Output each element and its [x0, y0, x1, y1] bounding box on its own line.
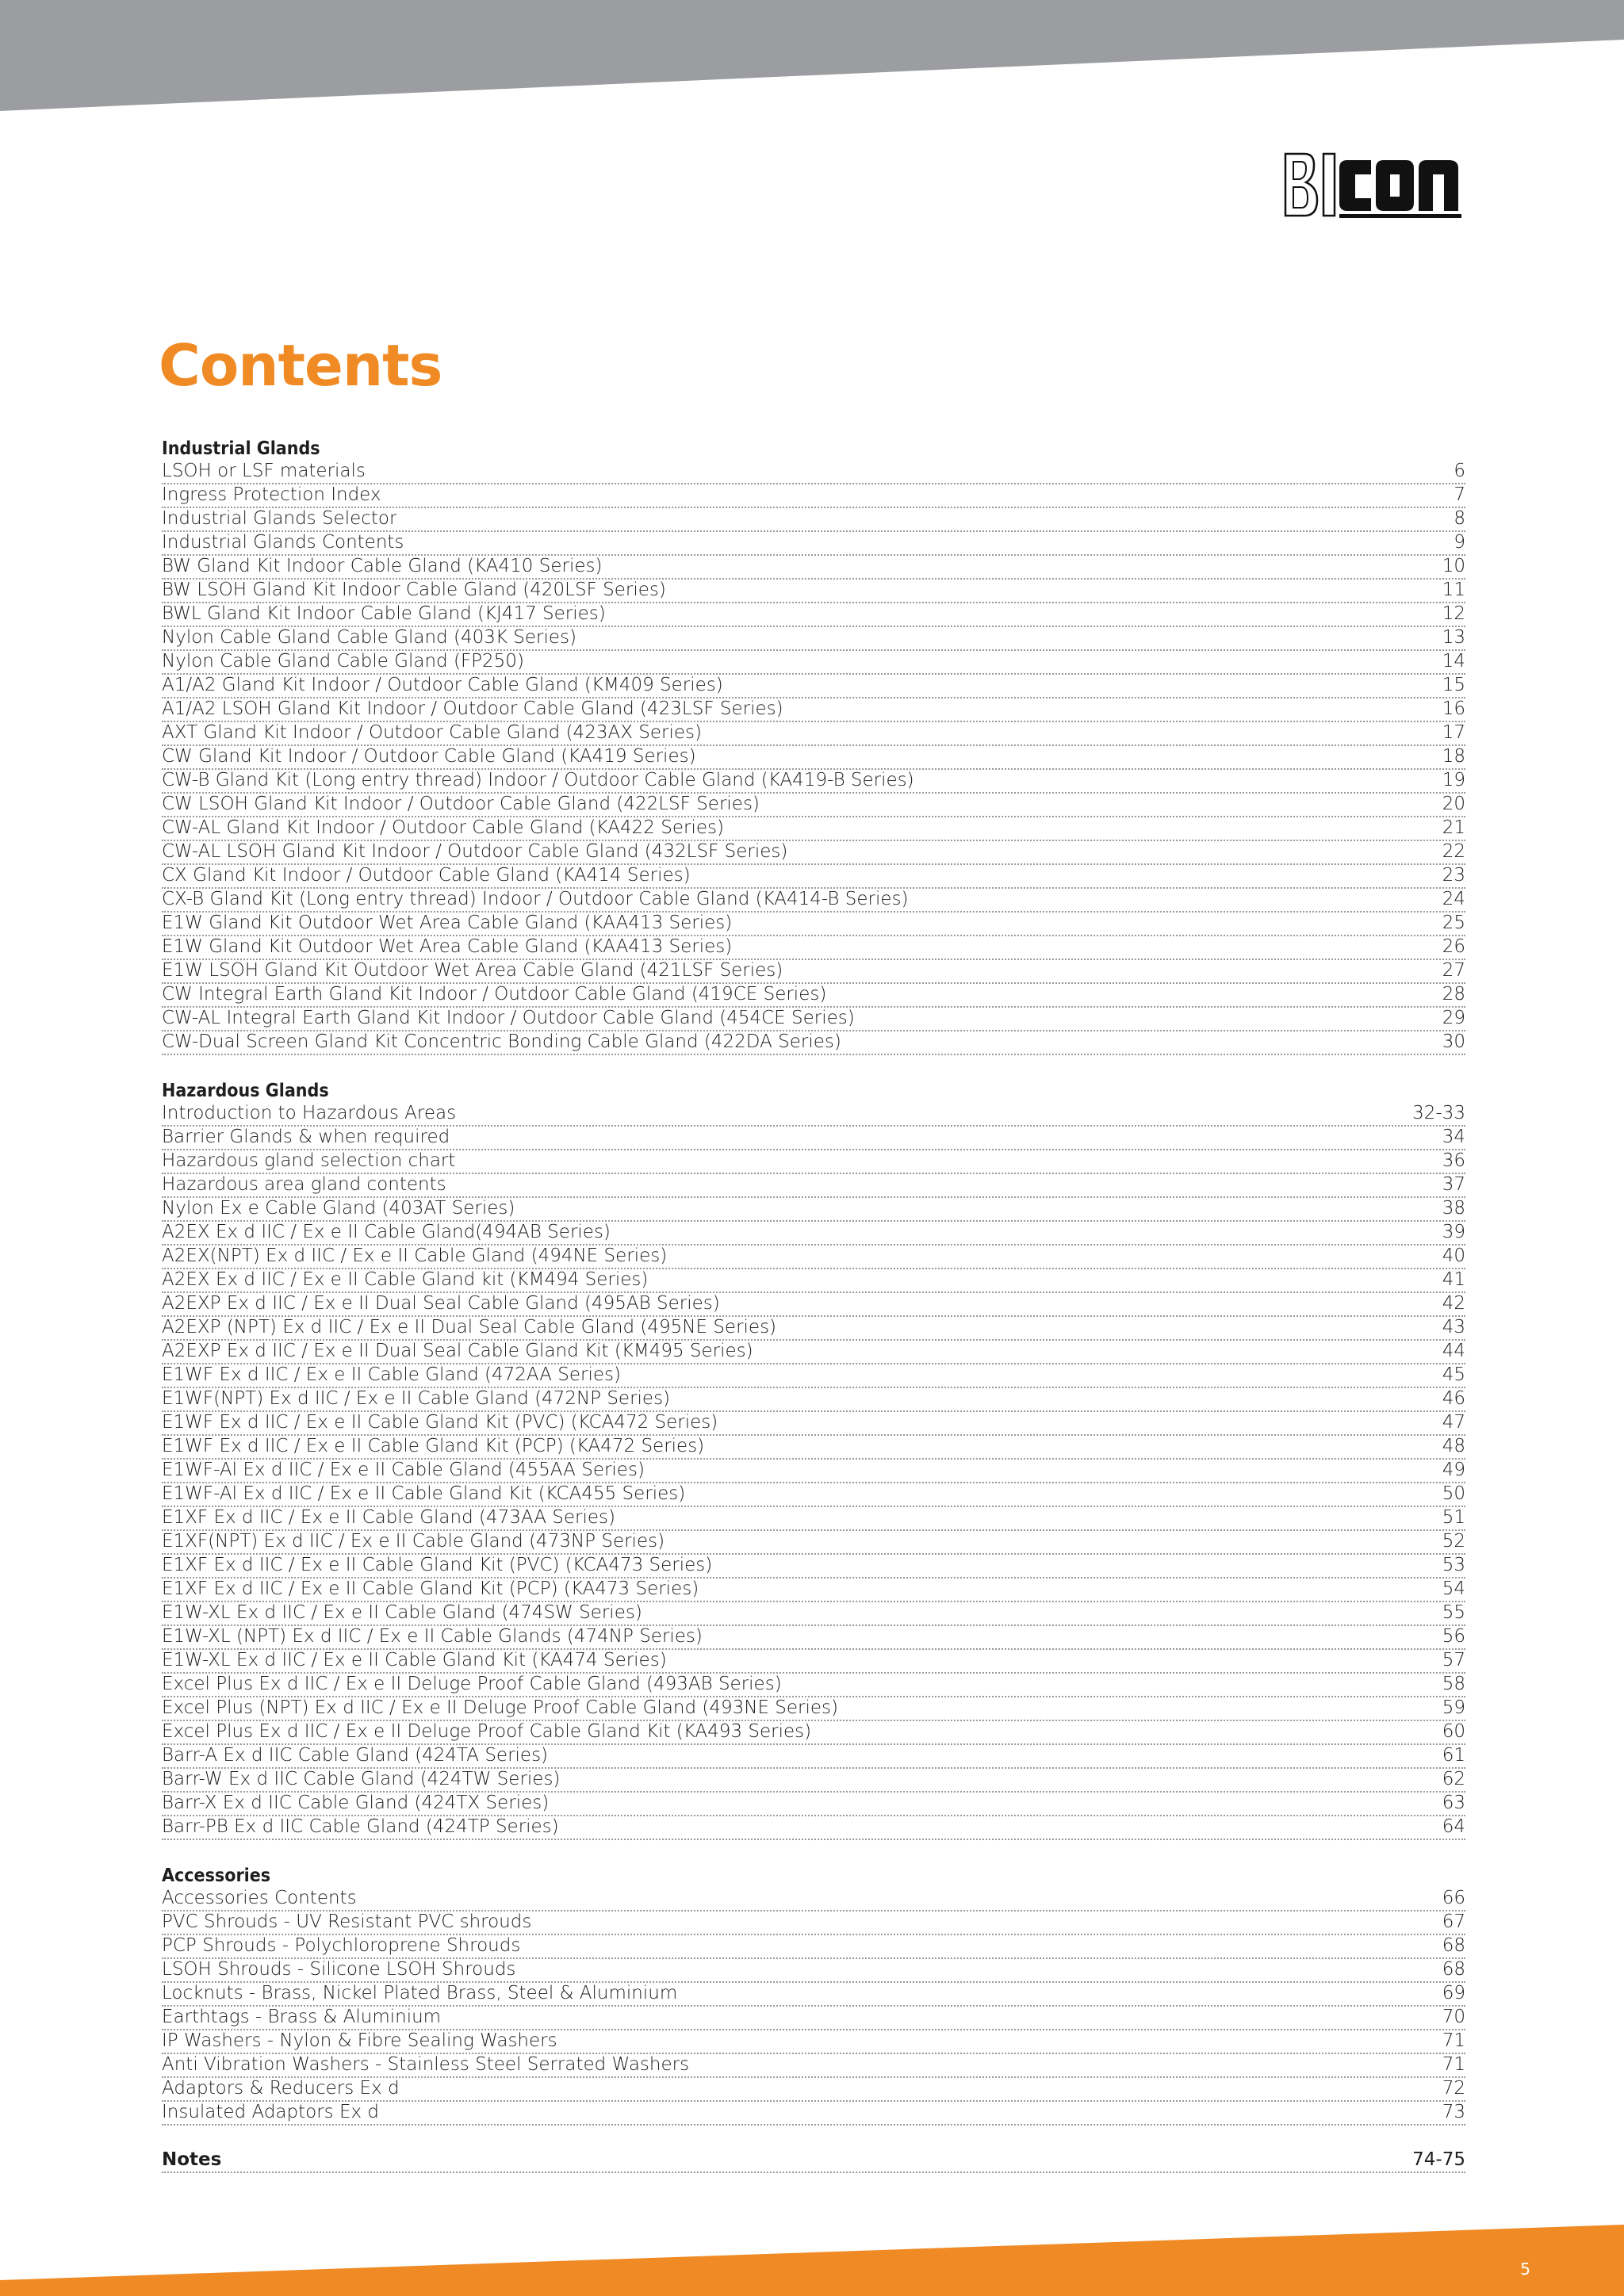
toc-entry-page: 48: [1442, 1436, 1465, 1456]
toc-entry-page: 71: [1442, 2054, 1465, 2075]
toc-entry-page: 10: [1442, 556, 1465, 576]
toc-entry-label: E1WF Ex d IIC / Ex e II Cable Gland Kit (PCP) (KA472 Series): [162, 1436, 705, 1456]
toc-entry-label: Hazardous gland selection chart: [162, 1150, 456, 1171]
toc-entry-page: 73: [1442, 2102, 1465, 2122]
toc-entry-page: 14: [1442, 651, 1465, 672]
toc-entry[interactable]: [162, 1198, 1465, 1222]
section-gap: [162, 1055, 1465, 1079]
toc-entry-label: Hazardous area gland contents: [162, 1174, 446, 1195]
toc-entry-label: IP Washers - Nylon & Fibre Sealing Washers: [162, 2030, 557, 2051]
toc-entry-label: E1WF-Al Ex d IIC / Ex e II Cable Gland (455AA Series): [162, 1460, 645, 1480]
toc-entry-label: CW-B Gland Kit (Long entry thread) Indoor / Outdoor Cable Gland (KA419-B Series): [162, 770, 914, 790]
toc-entry-page: 71: [1442, 2030, 1465, 2051]
toc-entry-label: CW-AL Gland Kit Indoor / Outdoor Cable Gland (KA422 Series): [162, 817, 724, 838]
table-of-contents: [162, 437, 1465, 2173]
toc-entry-page: 27: [1442, 960, 1465, 981]
toc-entry-page: 41: [1442, 1269, 1465, 1290]
toc-entry[interactable]: [162, 603, 1465, 627]
toc-entry-page: 19: [1442, 770, 1465, 790]
toc-entry-page: 52: [1442, 1531, 1465, 1552]
toc-entry-label: A2EXP (NPT) Ex d IIC / Ex e II Dual Seal Cable Gland (495NE Series): [162, 1317, 777, 1337]
toc-entry-page: 60: [1442, 1721, 1465, 1742]
toc-entry-label: Anti Vibration Washers - Stainless Steel Serrated Washers: [162, 2054, 690, 2075]
toc-entry[interactable]: [162, 556, 1465, 580]
toc-entry[interactable]: [162, 1127, 1465, 1150]
toc-entry-page: 61: [1442, 1745, 1465, 1766]
toc-entry-page: 8: [1454, 508, 1465, 529]
toc-entry-page: 53: [1442, 1555, 1465, 1575]
toc-entry-page: 62: [1442, 1769, 1465, 1789]
section-gap: [162, 1840, 1465, 1864]
toc-entry-page: 69: [1442, 1983, 1465, 2003]
toc-entry[interactable]: [162, 1555, 1465, 1578]
toc-entry-page: 72: [1442, 2078, 1465, 2099]
toc-entry-page: 28: [1442, 984, 1465, 1004]
toc-entry-page: 7: [1454, 484, 1465, 505]
toc-entry[interactable]: [162, 770, 1465, 794]
toc-entry[interactable]: [162, 746, 1465, 770]
toc-entry-page: 29: [1442, 1008, 1465, 1028]
toc-entry-page: 38: [1442, 1198, 1465, 1219]
toc-entry-label: E1W Gland Kit Outdoor Wet Area Cable Gland (KAA413 Series): [162, 913, 733, 933]
toc-entry-page: 11: [1442, 580, 1465, 600]
toc-entry-page: 32-33: [1412, 1103, 1465, 1123]
toc-entry-label: E1W-XL Ex d IIC / Ex e II Cable Gland (474SW Series): [162, 1602, 642, 1623]
toc-entry-page: 47: [1442, 1412, 1465, 1433]
toc-entry[interactable]: [162, 1626, 1465, 1650]
toc-entry[interactable]: [162, 1174, 1465, 1198]
toc-entry[interactable]: [162, 1412, 1465, 1436]
toc-entry-label: Excel Plus Ex d IIC / Ex e II Deluge Proof Cable Gland Kit (KA493 Series): [162, 1721, 812, 1742]
toc-entry-label: BW LSOH Gland Kit Indoor Cable Gland (420LSF Series): [162, 580, 666, 600]
notes-label: Notes: [162, 2149, 222, 2170]
toc-entry[interactable]: [162, 1341, 1465, 1364]
toc-entry-page: 55: [1442, 1602, 1465, 1623]
toc-entry[interactable]: [162, 627, 1465, 651]
toc-entry[interactable]: [162, 2078, 1465, 2102]
toc-entry[interactable]: [162, 1888, 1465, 1911]
toc-entry-page: 22: [1442, 841, 1465, 862]
toc-entry-label: LSOH Shrouds - Silicone LSOH Shrouds: [162, 1959, 516, 1980]
toc-entry[interactable]: [162, 817, 1465, 841]
toc-entry[interactable]: [162, 1150, 1465, 1174]
toc-entry-label: Nylon Ex e Cable Gland (403AT Series): [162, 1198, 515, 1219]
toc-entry-page: 44: [1442, 1341, 1465, 1361]
toc-entry-page: 57: [1442, 1650, 1465, 1670]
toc-entry[interactable]: [162, 1222, 1465, 1246]
toc-entry[interactable]: [162, 1008, 1465, 1031]
toc-entry-page: 17: [1442, 722, 1465, 743]
toc-entry-label: Introduction to Hazardous Areas: [162, 1103, 457, 1123]
toc-entry-label: A2EXP Ex d IIC / Ex e II Dual Seal Cable Gland (495AB Series): [162, 1293, 720, 1314]
toc-entry-label: Barr-PB Ex d IIC Cable Gland (424TP Series): [162, 1816, 559, 1837]
toc-entry[interactable]: [162, 1246, 1465, 1269]
toc-entry-page: 40: [1442, 1246, 1465, 1266]
toc-entry-page: 68: [1442, 1959, 1465, 1980]
toc-entry-label: E1WF Ex d IIC / Ex e II Cable Gland Kit (PVC) (KCA472 Series): [162, 1412, 718, 1433]
toc-entry-label: E1WF(NPT) Ex d IIC / Ex e II Cable Gland (472NP Series): [162, 1388, 671, 1409]
toc-entry-label: BW Gland Kit Indoor Cable Gland (KA410 Series): [162, 556, 603, 576]
toc-entry-label: CW Integral Earth Gland Kit Indoor / Outdoor Cable Gland (419CE Series): [162, 984, 827, 1004]
toc-entry-page: 20: [1442, 794, 1465, 814]
toc-entry[interactable]: [162, 1364, 1465, 1388]
toc-entry-label: E1WF Ex d IIC / Ex e II Cable Gland (472AA Series): [162, 1364, 621, 1385]
toc-entry-label: AXT Gland Kit Indoor / Outdoor Cable Gland (423AX Series): [162, 722, 702, 743]
toc-entry[interactable]: [162, 580, 1465, 603]
toc-entry-page: 43: [1442, 1317, 1465, 1337]
toc-entry-page: 68: [1442, 1935, 1465, 1956]
toc-entry-page: 54: [1442, 1578, 1465, 1599]
toc-entry-page: 13: [1442, 627, 1465, 648]
toc-entry[interactable]: [162, 1031, 1465, 1055]
toc-entry-page: 58: [1442, 1674, 1465, 1694]
toc-entry-page: 64: [1442, 1816, 1465, 1837]
toc-entry-page: 25: [1442, 913, 1465, 933]
toc-entry-label: Industrial Glands Contents: [162, 532, 404, 553]
toc-entry[interactable]: [162, 1578, 1465, 1602]
toc-entry-label: PVC Shrouds - UV Resistant PVC shrouds: [162, 1911, 532, 1932]
toc-entry-label: E1XF Ex d IIC / Ex e II Cable Gland Kit (PVC) (KCA473 Series): [162, 1555, 713, 1575]
toc-entry-label: Ingress Protection Index: [162, 484, 381, 505]
toc-entry[interactable]: [162, 1436, 1465, 1460]
toc-entry-label: Barrier Glands & when required: [162, 1127, 450, 1147]
toc-entry-page: 42: [1442, 1293, 1465, 1314]
toc-entry-page: 34: [1442, 1127, 1465, 1147]
toc-entry[interactable]: [162, 841, 1465, 865]
toc-entry-label: E1W-XL Ex d IIC / Ex e II Cable Gland Kit (KA474 Series): [162, 1650, 667, 1670]
toc-entry-label: Earthtags - Brass & Aluminium: [162, 2007, 442, 2027]
toc-entry[interactable]: [162, 794, 1465, 817]
toc-entry-page: 70: [1442, 2007, 1465, 2027]
toc-entry[interactable]: [162, 484, 1465, 508]
toc-entry[interactable]: [162, 1911, 1465, 1935]
toc-entry[interactable]: [162, 1983, 1465, 2007]
toc-entry[interactable]: [162, 461, 1465, 484]
toc-entry-label: CW Gland Kit Indoor / Outdoor Cable Gland (KA419 Series): [162, 746, 696, 767]
toc-entry[interactable]: [162, 2007, 1465, 2030]
bicon-logo: [1282, 151, 1465, 219]
toc-entry[interactable]: [162, 1816, 1465, 1840]
toc-entry-label: CX-B Gland Kit (Long entry thread) Indoor / Outdoor Cable Gland (KA414-B Series): [162, 889, 909, 909]
toc-entry-page: 26: [1442, 936, 1465, 957]
toc-entry[interactable]: [162, 1317, 1465, 1341]
toc-entry-label: PCP Shrouds - Polychloroprene Shrouds: [162, 1935, 521, 1956]
toc-entry-page: 49: [1442, 1460, 1465, 1480]
toc-entry-label: Locknuts - Brass, Nickel Plated Brass, Steel & Aluminium: [162, 1983, 678, 2003]
toc-entry-label: CW-AL LSOH Gland Kit Indoor / Outdoor Cable Gland (432LSF Series): [162, 841, 788, 862]
toc-entry-page: 37: [1442, 1174, 1465, 1195]
toc-entry[interactable]: [162, 960, 1465, 984]
toc-entry[interactable]: [162, 2054, 1465, 2078]
toc-entry[interactable]: [162, 1483, 1465, 1507]
toc-entry[interactable]: [162, 1602, 1465, 1626]
toc-entry-label: A2EX Ex d IIC / Ex e II Cable Gland kit (KM494 Series): [162, 1269, 649, 1290]
toc-entry-label: A1/A2 LSOH Gland Kit Indoor / Outdoor Cable Gland (423LSF Series): [162, 698, 783, 719]
toc-entry-page: 67: [1442, 1911, 1465, 1932]
toc-entry[interactable]: [162, 1269, 1465, 1293]
toc-entry-page: 36: [1442, 1150, 1465, 1171]
top-gray-band: [0, 0, 1624, 115]
toc-entry-page: 18: [1442, 746, 1465, 767]
toc-entry-page: 45: [1442, 1364, 1465, 1385]
toc-entry[interactable]: [162, 698, 1465, 722]
toc-entry-label: Excel Plus Ex d IIC / Ex e II Deluge Proof Cable Gland (493AB Series): [162, 1674, 782, 1694]
toc-entry-page: 39: [1442, 1222, 1465, 1242]
toc-entry-label: Barr-A Ex d IIC Cable Gland (424TA Series): [162, 1745, 549, 1766]
toc-entry-label: CW-AL Integral Earth Gland Kit Indoor / Outdoor Cable Gland (454CE Series): [162, 1008, 855, 1028]
toc-entry[interactable]: [162, 984, 1465, 1008]
toc-entry-page: 63: [1442, 1793, 1465, 1813]
toc-entry[interactable]: [162, 1793, 1465, 1816]
toc-entry-label: Barr-W Ex d IIC Cable Gland (424TW Series): [162, 1769, 561, 1789]
toc-entry-page: 24: [1442, 889, 1465, 909]
toc-entry-label: A2EX(NPT) Ex d IIC / Ex e II Cable Gland (494NE Series): [162, 1246, 668, 1266]
toc-entry-label: Industrial Glands Selector: [162, 508, 397, 529]
toc-entry-page: 6: [1454, 461, 1465, 481]
toc-entry[interactable]: [162, 1674, 1465, 1697]
toc-entry-notes[interactable]: [162, 2149, 1465, 2173]
toc-entry-page: 56: [1442, 1626, 1465, 1647]
toc-entry-label: Excel Plus (NPT) Ex d IIC / Ex e II Deluge Proof Cable Gland (493NE Series): [162, 1697, 838, 1718]
toc-entry-page: 12: [1442, 603, 1465, 624]
toc-entry-page: 59: [1442, 1697, 1465, 1718]
toc-entry[interactable]: [162, 1531, 1465, 1555]
notes-page: 74-75: [1412, 2149, 1465, 2170]
section-heading: Industrial Glands: [162, 438, 320, 459]
toc-entry-label: BWL Gland Kit Indoor Cable Gland (KJ417 Series): [162, 603, 606, 624]
toc-entry-label: Insulated Adaptors Ex d: [162, 2102, 380, 2122]
toc-entry-page: 9: [1454, 532, 1465, 553]
toc-entry-label: E1XF Ex d IIC / Ex e II Cable Gland (473AA Series): [162, 1507, 616, 1528]
section-gap: [162, 2126, 1465, 2149]
toc-entry-page: 15: [1442, 675, 1465, 695]
toc-entry-label: Barr-X Ex d IIC Cable Gland (424TX Series): [162, 1793, 550, 1813]
toc-entry-label: LSOH or LSF materials: [162, 461, 366, 481]
toc-entry[interactable]: [162, 1745, 1465, 1769]
toc-entry[interactable]: [162, 913, 1465, 936]
toc-entry[interactable]: [162, 889, 1465, 913]
toc-entry-page: 30: [1442, 1031, 1465, 1052]
bottom-orange-band: [0, 2225, 1624, 2296]
toc-entry-label: A2EX Ex d IIC / Ex e II Cable Gland(494AB Series): [162, 1222, 611, 1242]
toc-entry-page: 50: [1442, 1483, 1465, 1504]
toc-entry-page: 16: [1442, 698, 1465, 719]
toc-entry-label: E1XF(NPT) Ex d IIC / Ex e II Cable Gland (473NP Series): [162, 1531, 665, 1552]
toc-entry[interactable]: [162, 1460, 1465, 1483]
toc-entry-label: CW LSOH Gland Kit Indoor / Outdoor Cable Gland (422LSF Series): [162, 794, 760, 814]
toc-entry-label: A1/A2 Gland Kit Indoor / Outdoor Cable Gland (KM409 Series): [162, 675, 723, 695]
toc-entry-label: Nylon Cable Gland Cable Gland (FP250): [162, 651, 524, 672]
toc-entry[interactable]: [162, 508, 1465, 532]
page-number: 5: [1520, 2260, 1530, 2279]
toc-entry[interactable]: [162, 1293, 1465, 1317]
toc-entry-label: E1XF Ex d IIC / Ex e II Cable Gland Kit (PCP) (KA473 Series): [162, 1578, 699, 1599]
toc-entry[interactable]: [162, 1650, 1465, 1674]
toc-entry[interactable]: [162, 1769, 1465, 1793]
toc-entry[interactable]: [162, 722, 1465, 746]
toc-entry[interactable]: [162, 651, 1465, 675]
toc-entry-label: E1W LSOH Gland Kit Outdoor Wet Area Cable Gland (421LSF Series): [162, 960, 783, 981]
toc-entry-label: Nylon Cable Gland Cable Gland (403K Series): [162, 627, 576, 648]
section-heading: Accessories: [162, 1866, 271, 1886]
toc-entry[interactable]: [162, 2030, 1465, 2054]
toc-entry[interactable]: [162, 1507, 1465, 1531]
toc-entry[interactable]: [162, 1721, 1465, 1745]
toc-entry-page: 66: [1442, 1888, 1465, 1908]
toc-entry-label: CW-Dual Screen Gland Kit Concentric Bonding Cable Gland (422DA Series): [162, 1031, 841, 1052]
toc-entry-page: 46: [1442, 1388, 1465, 1409]
toc-entry-label: A2EXP Ex d IIC / Ex e II Dual Seal Cable Gland Kit (KM495 Series): [162, 1341, 753, 1361]
toc-entry[interactable]: [162, 936, 1465, 960]
page-title: Contents: [159, 332, 442, 399]
toc-entry-label: CX Gland Kit Indoor / Outdoor Cable Gland (KA414 Series): [162, 865, 691, 886]
toc-entry[interactable]: [162, 532, 1465, 556]
toc-entry[interactable]: [162, 1103, 1465, 1127]
toc-entry-label: E1W-XL (NPT) Ex d IIC / Ex e II Cable Glands (474NP Series): [162, 1626, 703, 1647]
toc-entry-label: E1W Gland Kit Outdoor Wet Area Cable Gland (KAA413 Series): [162, 936, 733, 957]
toc-entry-label: E1WF-Al Ex d IIC / Ex e II Cable Gland Kit (KCA455 Series): [162, 1483, 686, 1504]
toc-entry[interactable]: [162, 1959, 1465, 1983]
toc-entry[interactable]: [162, 865, 1465, 889]
toc-entry-page: 23: [1442, 865, 1465, 886]
toc-entry-label: Accessories Contents: [162, 1888, 357, 1908]
toc-entry[interactable]: [162, 2102, 1465, 2126]
toc-entry-page: 51: [1442, 1507, 1465, 1528]
toc-entry[interactable]: [162, 1388, 1465, 1412]
toc-entry[interactable]: [162, 1697, 1465, 1721]
toc-entry[interactable]: [162, 1935, 1465, 1959]
toc-entry-page: 21: [1442, 817, 1465, 838]
toc-entry-label: Adaptors & Reducers Ex d: [162, 2078, 400, 2099]
toc-entry[interactable]: [162, 675, 1465, 698]
section-heading: Hazardous Glands: [162, 1081, 329, 1101]
